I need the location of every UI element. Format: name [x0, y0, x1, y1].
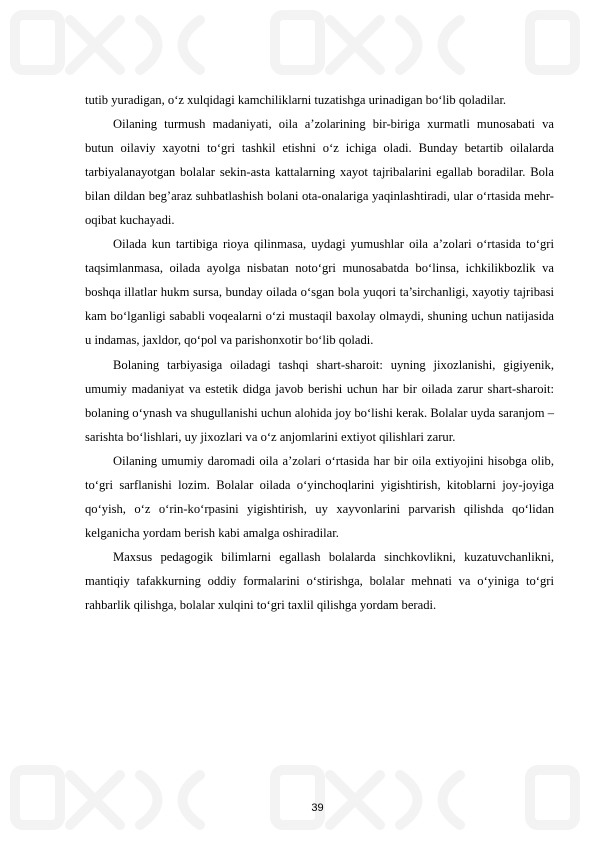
page-number: 39 [311, 802, 324, 814]
paragraph-2: Oilaning turmush madaniyati, oila a’zolarining bir-biriga xurmatli munosabati va butun oilaviy xayotni to‘gri tashkil etishni o‘z ichiga oladi. Bunday betartib oilalarda tarbiyalanayotgan bolalar sekin-asta kattalarning xayot tajribalarini egallab boradilar. Bola bilan dildan beg’araz suhbatlashish bolani ota-onalariga yaqinlashtiradi, ular o‘rtasida mehr-oqibat kuchayadi. [85, 117, 554, 228]
document-body [85, 88, 554, 617]
paragraph-5: Oilaning umumiy daromadi oila a’zolari o‘rtasida har bir oila extiyojini hisobga olib, to‘gri sarflanishi lozim. Bolalar oilada o‘yinchoqlarini yigishtirish, kitoblarni joy-joyiga qo‘yish, o‘z o‘rin-ko‘rpasini yigishtirish, uy xayvonlarini parvarish qilishda qo‘lidan kelganicha yordam berish kabi amalga oshiradilar. [85, 453, 554, 540]
paragraph-1: tutib yuradigan, o‘z xulqidagi kamchiliklarni tuzatishga urinadigan bo‘lib qoladilar. [85, 93, 507, 107]
paragraph-3: Oilada kun tartibiga rioya qilinmasa, uydagi yumushlar oila a’zolari o‘rtasida to‘gri taqsimlanmasa, oilada ayolga nisbatan noto‘gri munosabatda bo‘linsa, ichkilikbozlik va boshqa illatlar hukm sursa, bunday oilada o‘sgan bola yuqori ta’sirchanligi, xayotiy tajribasi kam bo‘lganligi sababli voqealarni o‘zi mustaqil baxolay olmaydi, shuning uchun natijasida u indamas, jaxldor, qo‘pol va parishonxotir bo‘lib qoladi. [85, 237, 554, 348]
paragraph-6: Maxsus pedagogik bilimlarni egallash bolalarda sinchkovlikni, kuzatuvchanlikni, mantiqiy tafakkurning oddiy formalarini o‘stirishga, bolalar mehnati va o‘yiniga to‘gri rahbarlik qilishga, bolalar xulqini to‘gri taxlil qilishga yordam beradi. [85, 549, 554, 612]
paragraph-4: Bolaning tarbiyasiga oiladagi tashqi shart-sharoit: uyning jixozlanishi, gigiyenik, umumiy madaniyat va estetik didga javob berishi uchun har bir oilada zarur shart-sharoit: bolaning o‘ynash va shugullanishi uchun alohida joy bo‘lishi kerak. Bolalar uyda saranjom –sarishta bo‘lishlari, uy jixozlari va o‘z anjomlarini extiyot qilishlari zarur. [85, 357, 554, 444]
